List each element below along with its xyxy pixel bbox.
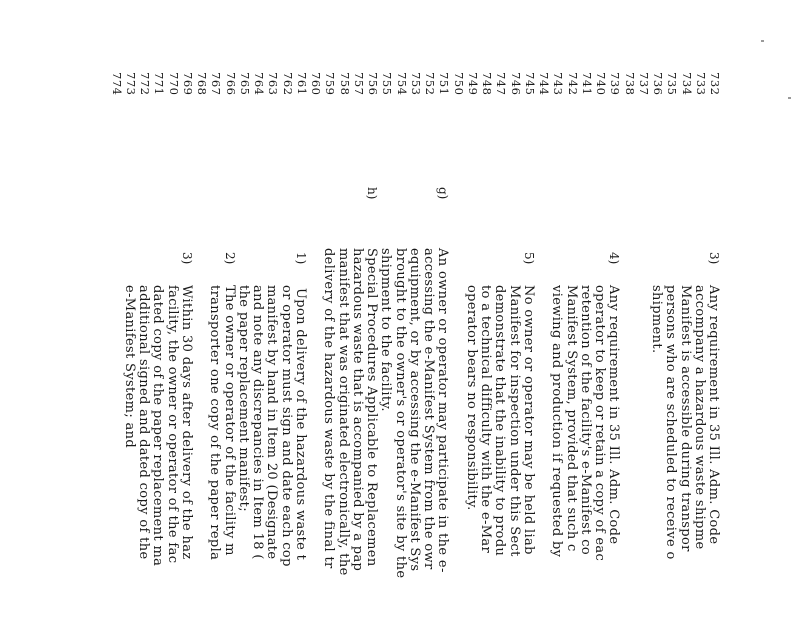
line-number: 736: [651, 72, 665, 96]
text-line: Manifest for inspection under this Sect: [506, 285, 522, 557]
line-number: 771: [152, 72, 167, 96]
line-number: 740: [594, 72, 608, 96]
line-number: 772: [138, 72, 152, 96]
item-label: 2): [222, 252, 237, 265]
text-line: manifest by hand in Item 20 (Designate: [264, 285, 280, 560]
text-line: viewing and production if requested by: [549, 285, 565, 558]
line-number: 757: [351, 72, 366, 96]
text-line: and note any discrepancies in Item 18 (: [250, 285, 265, 560]
line-number: 768: [195, 72, 209, 96]
text-line: Upon delivery of the hazardous waste t: [292, 288, 308, 561]
text-line: additional signed and dated copy of the: [136, 285, 151, 560]
line-number: 751: [437, 72, 452, 96]
line-number: 759: [323, 72, 338, 96]
line-number: 752: [423, 72, 437, 96]
line-number: 753: [408, 72, 423, 96]
text-line: Any requirement in 35 Ill. Adm. Code: [706, 285, 721, 545]
line-number: 761: [294, 72, 309, 96]
line-number: 737: [636, 72, 651, 96]
line-number: 764: [252, 72, 266, 96]
text-line: dated copy of the paper replacement ma: [150, 285, 166, 567]
text-line: Any requirement in 35 Ill. Adm. Code: [606, 285, 622, 545]
line-number: 732: [708, 72, 722, 96]
line-number: 744: [537, 72, 551, 96]
item-label: 5): [521, 252, 536, 265]
text-line: delivery of the hazardous waste by the final tr: [321, 248, 337, 569]
line-number: 774: [109, 72, 124, 96]
line-number: 763: [266, 72, 281, 96]
text-line: equipment, or by accessing the e-Manifest Sys: [406, 248, 422, 572]
scan-artifact-mark: [761, 40, 764, 42]
item-label: 3): [179, 252, 194, 265]
line-number: 739: [608, 72, 623, 96]
text-line: accessing the e-Manifest System from the owr: [421, 248, 436, 570]
item-label: 1): [293, 252, 308, 265]
text-line: e-Manifest System; and: [121, 285, 137, 449]
text-line: the paper replacement manifest;: [235, 285, 251, 512]
line-number: 755: [380, 72, 395, 96]
line-number: 749: [465, 72, 480, 96]
line-number: 748: [480, 72, 494, 96]
line-number: 733: [693, 72, 708, 96]
line-number: 773: [123, 72, 138, 96]
line-number: 750: [451, 72, 466, 96]
text-line: Manifest is accessible during transpor: [677, 285, 693, 552]
item-label: 3): [707, 252, 721, 265]
line-number: 754: [394, 72, 409, 96]
text-line: Within 30 days after delivery of the haz: [178, 285, 194, 560]
line-number: 760: [309, 72, 323, 96]
text-line: Special Procedures Applicable to Replacemen: [364, 248, 379, 567]
line-number: 741: [579, 72, 594, 96]
text-line: accompany a hazardous waste shipme: [691, 285, 707, 550]
text-line: operator to keep or retain a copy of eac: [592, 285, 607, 562]
text-line: manifest that was originated electronically, the: [335, 248, 351, 576]
text-line: to a technical difficulty with the e-Mar: [478, 285, 493, 554]
text-line: brought to the owner's or operator's site by the: [392, 248, 408, 579]
text-line: Manifest System, provided that such c: [563, 285, 579, 552]
item-label: 4): [607, 252, 622, 265]
line-number: 742: [565, 72, 580, 96]
text-line: shipment to the facility.: [378, 248, 394, 412]
line-number: 758: [337, 72, 352, 96]
text-line: No owner or operator may be held liab: [520, 285, 536, 555]
text-line: The owner or operator of the facility m: [221, 285, 237, 556]
item-label: h): [365, 187, 379, 200]
text-line: shipment.: [649, 285, 664, 354]
line-number: 767: [209, 72, 224, 96]
line-number: 735: [665, 72, 680, 96]
scan-artifact-mark: [788, 97, 791, 99]
line-number: 746: [508, 72, 523, 96]
text-line: demonstrate that the inability to produ: [492, 285, 508, 557]
line-number: 766: [223, 72, 238, 96]
line-number: 769: [180, 72, 195, 96]
text-line: or operator must sign and date each cop: [278, 285, 294, 567]
text-line: persons who are scheduled to receive o: [663, 285, 679, 560]
text-line: transporter one copy of the paper repla: [207, 285, 223, 561]
line-number: 770: [166, 72, 181, 96]
line-number: 734: [679, 72, 694, 96]
text-line: retention of the facility's e-Manifest co: [577, 285, 593, 556]
line-number: 756: [366, 72, 380, 96]
line-number: 738: [622, 72, 637, 96]
line-number: 745: [522, 72, 537, 96]
item-label: g): [436, 187, 451, 200]
line-number: 743: [551, 72, 566, 96]
text-line: facility, the owner or operator of the fac: [164, 285, 180, 564]
line-number: 762: [280, 72, 295, 96]
line-number: 747: [494, 72, 509, 96]
line-number: 765: [237, 72, 252, 96]
text-line: An owner or operator may participate in the e-: [435, 248, 451, 573]
text-line: hazardous waste that is accompanied by a pap: [349, 248, 365, 572]
text-line: operator bears no responsibility.: [463, 285, 479, 511]
